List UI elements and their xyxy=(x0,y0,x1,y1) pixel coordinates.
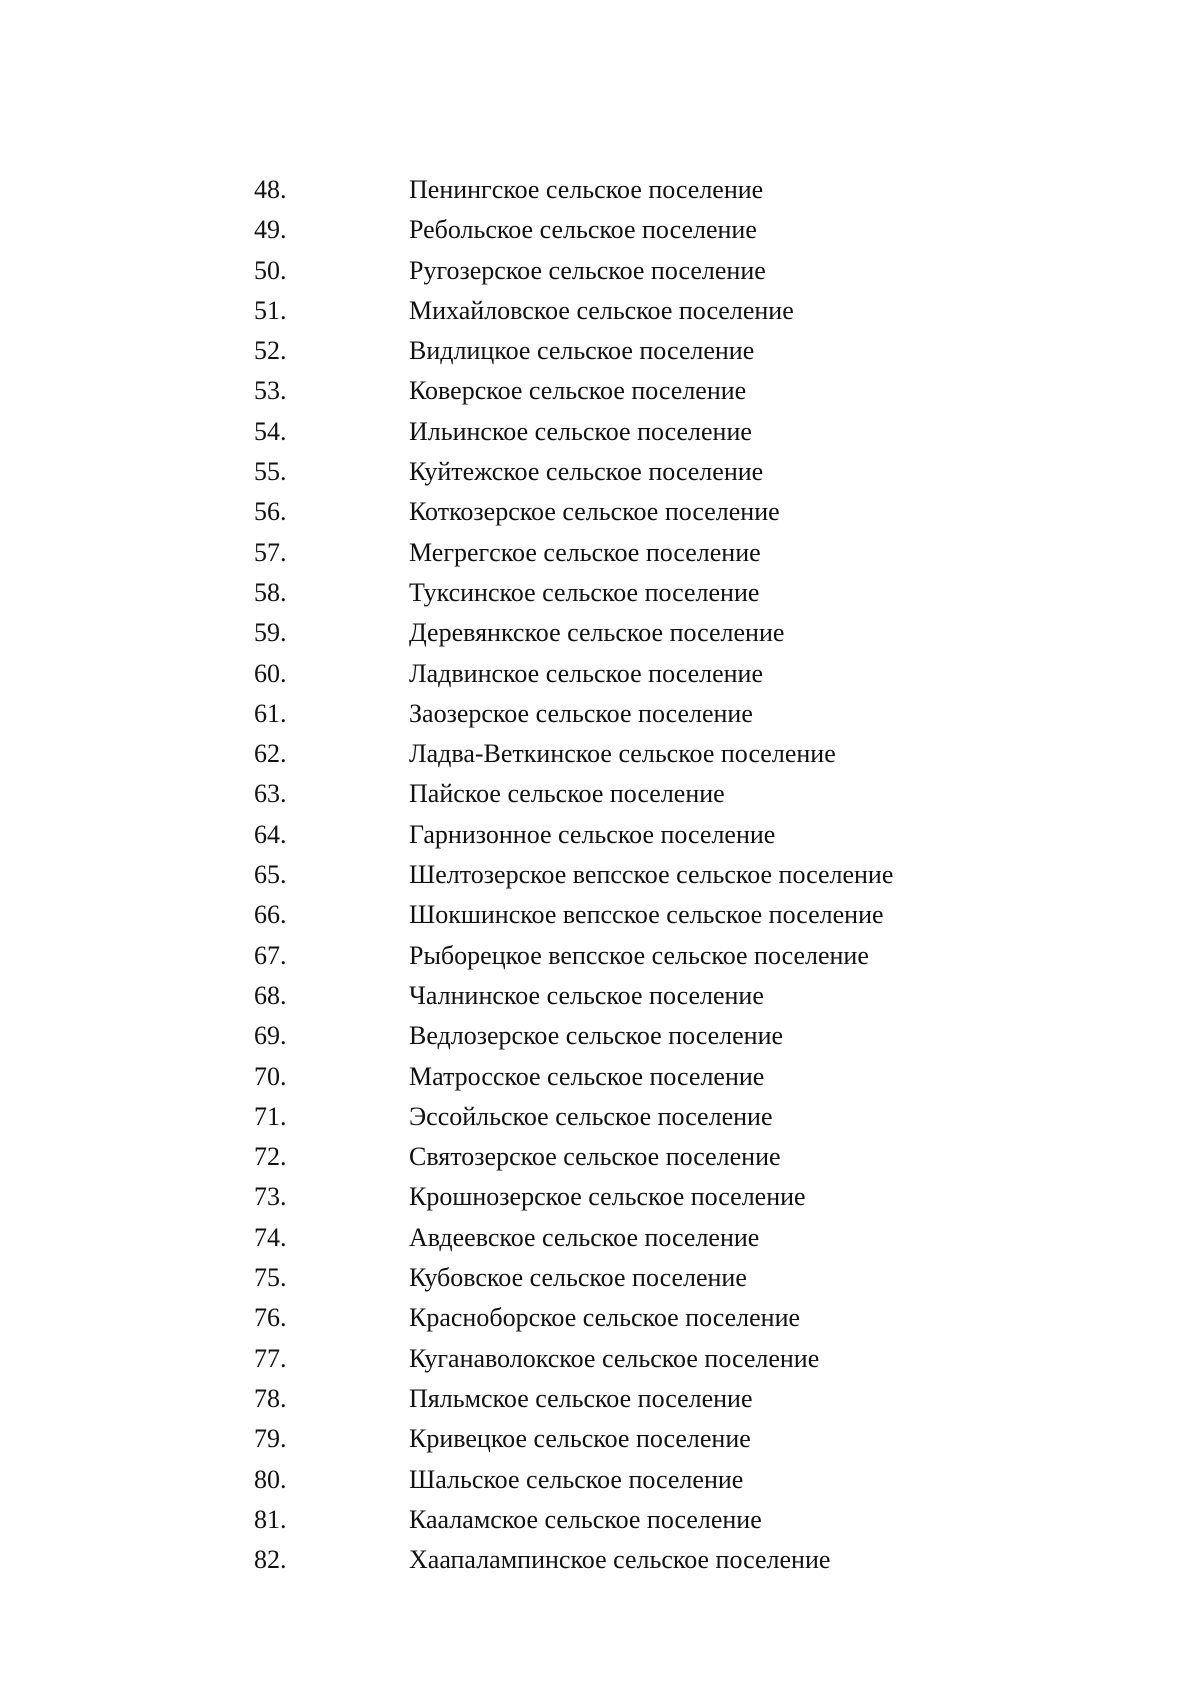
settlement-name: Пяльмское сельское поселение xyxy=(409,1383,753,1413)
settlement-name: Ведлозерское сельское поселение xyxy=(409,1021,784,1051)
row-number: 48. xyxy=(254,175,287,204)
settlement-list xyxy=(0,170,1200,1580)
list-item xyxy=(0,210,1200,250)
row-number: 58. xyxy=(254,577,287,607)
settlement-name: Ругозерское сельское поселение xyxy=(409,255,766,285)
settlement-name: Гарнизонное сельское поселение xyxy=(409,819,776,849)
settlement-name: Хаапалампинское сельское поселение xyxy=(409,1545,831,1575)
settlement-name: Туксинское сельское поселение xyxy=(409,577,760,607)
list-item xyxy=(0,936,1200,976)
row-number: 76. xyxy=(254,1303,287,1333)
list-item xyxy=(0,855,1200,895)
settlement-name: Ребольское сельское поселение xyxy=(409,215,757,245)
list-item xyxy=(0,694,1200,734)
settlement-name: Ильинское сельское поселение xyxy=(409,416,752,446)
row-number: 68. xyxy=(254,980,287,1010)
settlement-name: Деревянкское сельское поселение xyxy=(409,618,785,648)
row-number: 53. xyxy=(254,376,287,406)
row-number: 74. xyxy=(254,1222,287,1252)
list-item xyxy=(0,331,1200,371)
settlement-name: Пайское сельское поселение xyxy=(409,779,725,809)
settlement-name: Коткозерское сельское поселение xyxy=(409,497,780,527)
list-item xyxy=(0,492,1200,532)
row-number: 71. xyxy=(254,1101,287,1131)
settlement-name: Шальское сельское поселение xyxy=(409,1464,744,1494)
settlement-name: Святозерское сельское поселение xyxy=(409,1142,781,1172)
row-number: 62. xyxy=(254,739,287,769)
row-number: 63. xyxy=(254,779,287,809)
list-item xyxy=(0,291,1200,331)
list-item xyxy=(0,170,1200,210)
row-number: 70. xyxy=(254,1061,287,1091)
settlement-name: Михайловское сельское поселение xyxy=(409,295,794,325)
settlement-name: Пенингское сельское поселение xyxy=(409,175,764,204)
row-number: 49. xyxy=(254,215,287,245)
list-item xyxy=(0,1057,1200,1097)
settlement-name: Видлицкое сельское поселение xyxy=(409,336,755,366)
list-item xyxy=(0,1016,1200,1056)
row-number: 78. xyxy=(254,1383,287,1413)
list-item xyxy=(0,573,1200,613)
row-number: 77. xyxy=(254,1343,287,1373)
row-number: 61. xyxy=(254,698,287,728)
settlement-name: Ладва-Веткинское сельское поселение xyxy=(409,739,836,769)
settlement-name: Мегрегское сельское поселение xyxy=(409,537,761,567)
list-item xyxy=(0,1500,1200,1540)
settlement-name: Эссойльское сельское поселение xyxy=(409,1101,773,1131)
list-item xyxy=(0,613,1200,653)
row-number: 50. xyxy=(254,255,287,285)
list-item xyxy=(0,1137,1200,1177)
settlement-name: Шелтозерское вепсское сельское поселение xyxy=(409,860,894,890)
row-number: 79. xyxy=(254,1424,287,1454)
settlement-name: Кубовское сельское поселение xyxy=(409,1263,747,1293)
list-item xyxy=(0,1298,1200,1338)
list-item xyxy=(0,1177,1200,1217)
list-item xyxy=(0,976,1200,1016)
list-item xyxy=(0,412,1200,452)
settlement-name: Заозерское сельское поселение xyxy=(409,698,753,728)
row-number: 60. xyxy=(254,658,287,688)
list-item xyxy=(0,1097,1200,1137)
settlement-name: Красноборское сельское поселение xyxy=(409,1303,801,1333)
row-number: 81. xyxy=(254,1504,287,1534)
row-number: 82. xyxy=(254,1545,287,1575)
row-number: 52. xyxy=(254,336,287,366)
list-item xyxy=(0,1419,1200,1459)
settlement-name: Авдеевское сельское поселение xyxy=(409,1222,760,1252)
row-number: 80. xyxy=(254,1464,287,1494)
list-item xyxy=(0,654,1200,694)
settlement-name: Ладвинское сельское поселение xyxy=(409,658,763,688)
settlement-name: Куганаволокское сельское поселение xyxy=(409,1343,820,1373)
list-item xyxy=(0,895,1200,935)
list-item xyxy=(0,251,1200,291)
row-number: 72. xyxy=(254,1142,287,1172)
list-item xyxy=(0,452,1200,492)
settlement-name: Рыборецкое вепсское сельское поселение xyxy=(409,940,869,970)
row-number: 67. xyxy=(254,940,287,970)
row-number: 56. xyxy=(254,497,287,527)
row-number: 65. xyxy=(254,860,287,890)
settlement-name: Чалнинское сельское поселение xyxy=(409,980,764,1010)
list-item xyxy=(0,533,1200,573)
list-item xyxy=(0,1218,1200,1258)
row-number: 73. xyxy=(254,1182,287,1212)
settlement-name: Кривецкое сельское поселение xyxy=(409,1424,751,1454)
settlement-name: Куйтежское сельское поселение xyxy=(409,457,764,487)
list-item xyxy=(0,1258,1200,1298)
settlement-name: Кааламское сельское поселение xyxy=(409,1504,762,1534)
row-number: 66. xyxy=(254,900,287,930)
list-item xyxy=(0,1460,1200,1500)
list-item xyxy=(0,1339,1200,1379)
list-item xyxy=(0,815,1200,855)
settlement-name: Крошнозерское сельское поселение xyxy=(409,1182,806,1212)
row-number: 64. xyxy=(254,819,287,849)
settlement-name: Шокшинское вепсское сельское поселение xyxy=(409,900,884,930)
settlement-name: Коверское сельское поселение xyxy=(409,376,747,406)
list-item xyxy=(0,1379,1200,1419)
row-number: 55. xyxy=(254,457,287,487)
row-number: 75. xyxy=(254,1263,287,1293)
settlement-name: Матросское сельское поселение xyxy=(409,1061,765,1091)
row-number: 54. xyxy=(254,416,287,446)
list-item xyxy=(0,774,1200,814)
list-item xyxy=(0,371,1200,411)
row-number: 57. xyxy=(254,537,287,567)
row-number: 69. xyxy=(254,1021,287,1051)
list-item xyxy=(0,734,1200,774)
row-number: 51. xyxy=(254,295,287,325)
list-item xyxy=(0,1540,1200,1580)
row-number: 59. xyxy=(254,618,287,648)
